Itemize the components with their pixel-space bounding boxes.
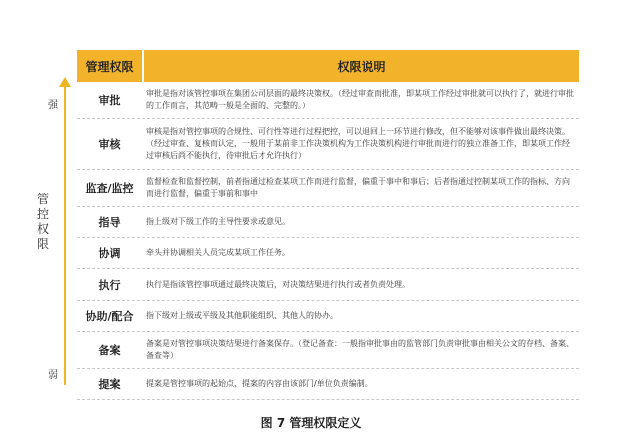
row-description: 审核是指对管控事项的合规性、可行性等进行过程把控，可以退回上一环节进行修改，但不能够对该事件做出最终决策。（经过审查、复核而认定，一般用于某前非工作决策机构为工作决策机构进行审批而进行的独立准备工作，即某项工作经过审核后尚不能执行，待审批后才允许执行）	[146, 127, 570, 160]
axis-title-char: 权	[36, 222, 49, 236]
row-description: 提案是管控事项的起始点，提案的内容由该部门/单位负责编制。	[146, 379, 373, 388]
header-permission: 管理权限	[77, 50, 142, 82]
axis-line	[64, 85, 66, 385]
row-name: 审核	[98, 138, 121, 151]
table-row	[77, 82, 579, 119]
permission-table	[77, 50, 579, 400]
axis-title-char: 控	[36, 207, 49, 221]
table-row	[77, 332, 579, 369]
row-name: 协调	[98, 247, 121, 260]
table-row	[77, 269, 579, 301]
row-name: 备案	[98, 344, 121, 357]
row-description: 指下级对上级或平级及其他职能组织、其他人的协办。	[146, 311, 338, 320]
header-description: 权限说明	[144, 50, 579, 82]
row-description: 监督检查和监督控制，前者指通过检查某项工作而进行监督，偏重于事中和事后；后者指通过控制某项工作的指标、方向而进行监督，偏重于事前和事中	[146, 177, 570, 198]
table-header	[77, 50, 579, 82]
axis-title	[36, 192, 50, 252]
row-description: 审批是指对该管控事项在集团公司层面的最终决策权。（经过审查而批准，即某项工作经过审批就可以执行了，就进行审批的工作而言，其范畴一般是全面的、完整的。）	[146, 89, 574, 110]
table-row	[77, 170, 579, 207]
row-description: 指上级对下级工作的主导性要求或意见。	[146, 217, 290, 226]
axis-title-char: 管	[36, 192, 49, 206]
row-name: 监查/监控	[85, 182, 134, 195]
table-row	[77, 301, 579, 332]
axis-weak-label: 弱	[48, 370, 58, 381]
row-name: 提案	[98, 378, 121, 391]
row-name: 指导	[98, 216, 121, 229]
table-row	[77, 207, 579, 238]
row-name: 协助/配合	[85, 310, 134, 323]
table-row	[77, 369, 579, 400]
axis-title-char: 限	[36, 237, 49, 251]
row-description: 牵头并协调相关人员完成某项工作任务。	[146, 248, 290, 257]
row-name: 审批	[98, 94, 121, 107]
table-row	[77, 238, 579, 269]
row-description: 备案是对管控事项决策结果进行备案保存。（登记备查：一般指审批事由的监管部门负责审批事由相关公文的存档、备案、备查等）	[146, 339, 574, 360]
figure-caption: 图 7 管理权限定义	[260, 416, 362, 430]
table-row	[77, 119, 579, 170]
axis-strong-label: 强	[48, 100, 58, 111]
row-name: 执行	[98, 278, 121, 292]
row-description: 执行是指该管控事项通过最终决策后，对决策结果进行执行或者负责处理。	[146, 279, 410, 289]
